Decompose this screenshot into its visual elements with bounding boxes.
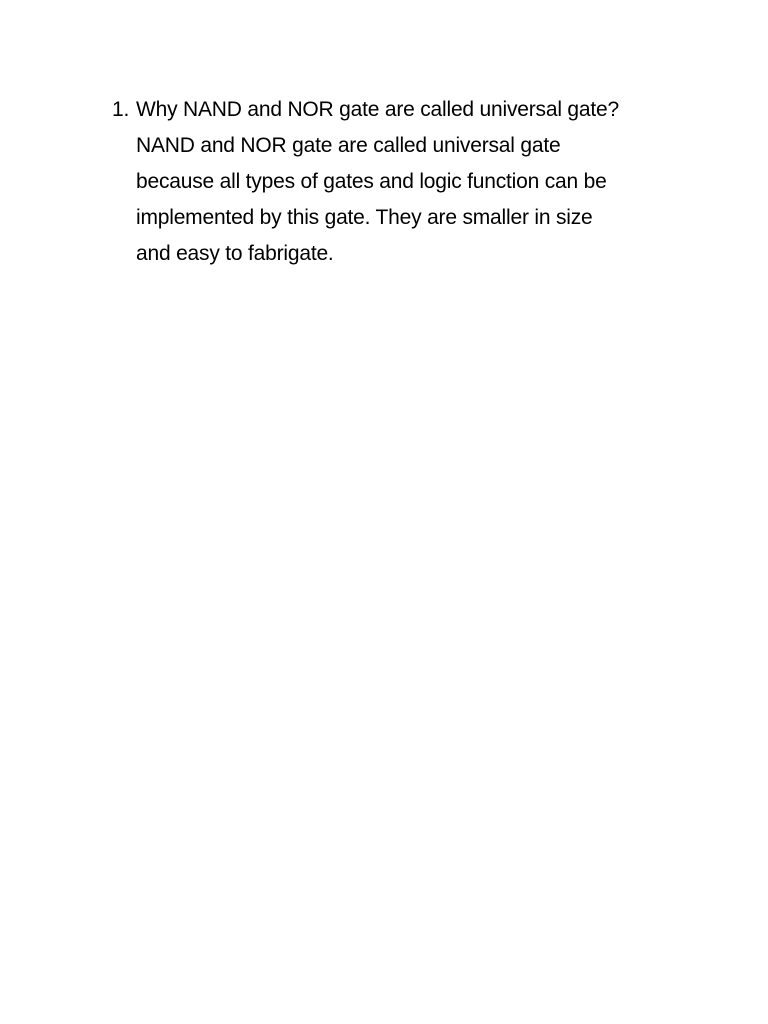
answer-line: because all types of gates and logic function can be bbox=[136, 170, 607, 193]
question-text: Why NAND and NOR gate are called universal gate? bbox=[136, 98, 619, 121]
answer-line: and easy to fabrigate. bbox=[136, 242, 334, 265]
answer-line: implemented by this gate. They are smaller in size bbox=[136, 206, 593, 229]
list-item-body bbox=[136, 92, 672, 272]
answer-line: NAND and NOR gate are called universal gate bbox=[136, 134, 561, 157]
list-number: 1. bbox=[112, 98, 130, 121]
numbered-list-item bbox=[112, 92, 672, 272]
